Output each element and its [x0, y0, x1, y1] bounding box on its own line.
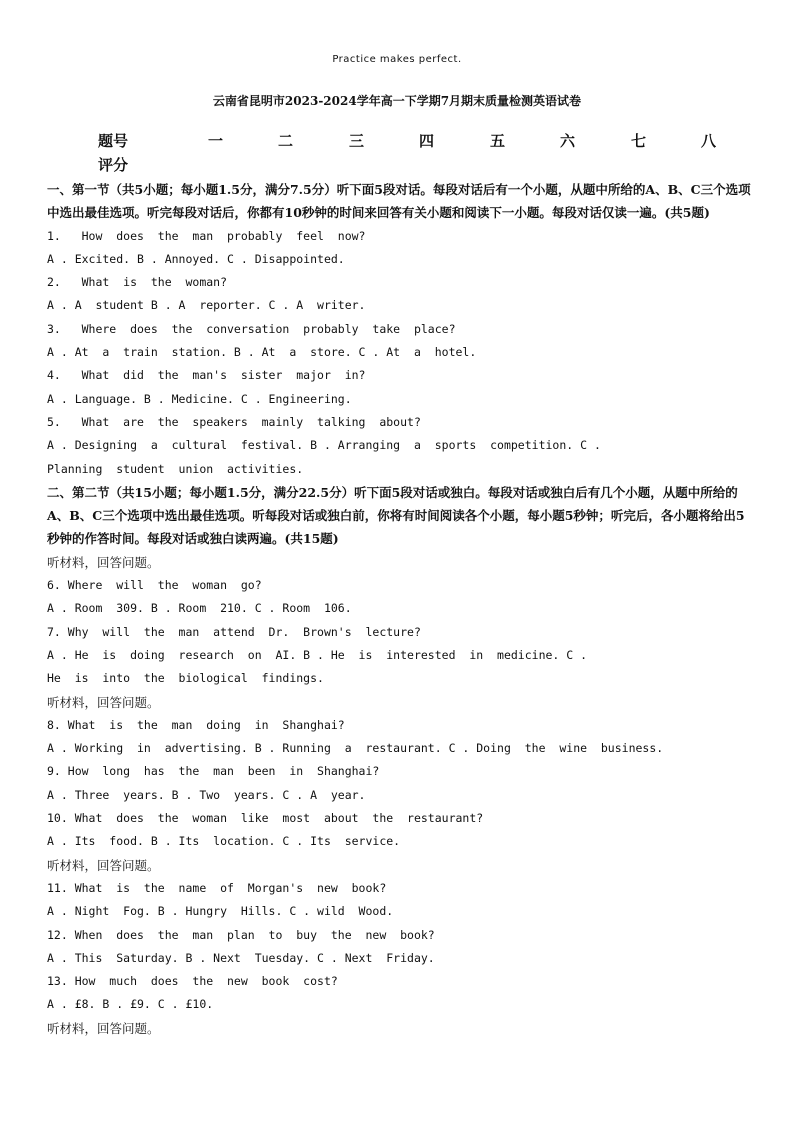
- section-heading: 一、第一节（共5小题；每小题1.5分，满分7.5分）听下面5段对话。每段对话后有一个小题，从题中所给的A、B、C三个选项中选出最佳选项。听完每段对话后，你都有10秒钟的时间来回答有关小题和阅读下一小题。每段对话仅读一遍。(共5题): [47, 182, 751, 221]
- question-list: [47, 877, 752, 1017]
- listening-instruction: 听材料，回答问题。: [47, 554, 160, 570]
- score-column: 六: [560, 132, 576, 150]
- question-line: 9. How long has the man been in Shanghai?: [47, 764, 380, 779]
- question-line: A . This Saturday. B . Next Tuesday. C . Next Friday.: [47, 950, 435, 965]
- question-line: 5. What are the speakers mainly talking about?: [47, 414, 421, 429]
- question-line: A . A student B . A reporter. C . A writer.: [47, 298, 366, 313]
- header-motto: Practice makes perfect.: [332, 54, 462, 65]
- question-line: A . Working in advertising. B . Running a restaurant. C . Doing the wine business.: [47, 741, 664, 756]
- question-line: 1. How does the man probably feel now?: [47, 228, 366, 243]
- score-column: 二: [278, 132, 294, 150]
- score-column: 七: [631, 132, 647, 150]
- question-line: He is into the biological findings.: [47, 671, 324, 686]
- question-list: [47, 225, 752, 481]
- question-list: [47, 714, 752, 854]
- question-line: A . He is doing research on AI. B . He is interested in medicine. C .: [47, 647, 588, 662]
- score-column: 三: [349, 132, 365, 150]
- score-table: [98, 130, 738, 178]
- section-heading: 二、第二节（共15小题；每小题1.5分，满分22.5分）听下面5段对话或独白。每段对话或独白后有几个小题，从题中所给的A、B、C三个选项中选出最佳选项。听每段对话或独白前，你将有时间阅读各个小题，每小题5秒钟；听完后，各小题将给出5秒钟的作答时间。每段对话或独白读两遍。(共15题): [47, 484, 745, 547]
- score-row-label: 评分: [98, 156, 129, 174]
- document-title: 云南省昆明市2023-2024学年高一下学期7月期末质量检测英语试卷: [212, 94, 582, 108]
- listening-instruction: 听材料，回答问题。: [47, 857, 160, 873]
- question-line: 6. Where will the woman go?: [47, 578, 262, 593]
- question-line: Planning student union activities.: [47, 461, 304, 476]
- score-header-row: [98, 130, 738, 154]
- question-line: A . Night Fog. B . Hungry Hills. C . wild Wood.: [47, 904, 394, 919]
- question-line: 4. What did the man's sister major in?: [47, 368, 366, 383]
- question-line: 11. What is the name of Morgan's new book?: [47, 880, 387, 895]
- exam-content: [47, 178, 752, 1040]
- question-line: A . At a train station. B . At a store. C . At a hotel.: [47, 345, 477, 360]
- question-line: A . £8. B . £9. C . £10.: [47, 997, 214, 1012]
- question-line: 10. What does the woman like most about the restaurant?: [47, 811, 484, 826]
- question-line: A . Its food. B . Its location. C . Its service.: [47, 834, 401, 849]
- listening-instruction: 听材料，回答问题。: [47, 1020, 160, 1036]
- question-line: 7. Why will the man attend Dr. Brown's lecture?: [47, 624, 421, 639]
- question-line: 3. Where does the conversation probably take place?: [47, 321, 456, 336]
- score-column: 八: [701, 132, 717, 150]
- question-line: A . Designing a cultural festival. B . Arranging a sports competition. C .: [47, 438, 601, 453]
- score-column: 一: [208, 132, 224, 150]
- question-line: 8. What is the man doing in Shanghai?: [47, 717, 345, 732]
- score-row-label: 题号: [98, 132, 129, 150]
- question-list: [47, 574, 752, 690]
- listening-instruction: 听材料，回答问题。: [47, 694, 160, 710]
- question-line: 12. When does the man plan to buy the new book?: [47, 927, 435, 942]
- score-column: 五: [490, 132, 506, 150]
- score-value-row: [98, 154, 738, 178]
- question-line: A . Language. B . Medicine. C . Engineering.: [47, 391, 352, 406]
- score-column: 四: [419, 132, 435, 150]
- question-line: A . Room 309. B . Room 210. C . Room 106.: [47, 601, 352, 616]
- question-line: A . Three years. B . Two years. C . A year.: [47, 787, 366, 802]
- question-line: 13. How much does the new book cost?: [47, 974, 338, 989]
- question-line: A . Excited. B . Annoyed. C . Disappointed.: [47, 251, 345, 266]
- question-line: 2. What is the woman?: [47, 275, 228, 290]
